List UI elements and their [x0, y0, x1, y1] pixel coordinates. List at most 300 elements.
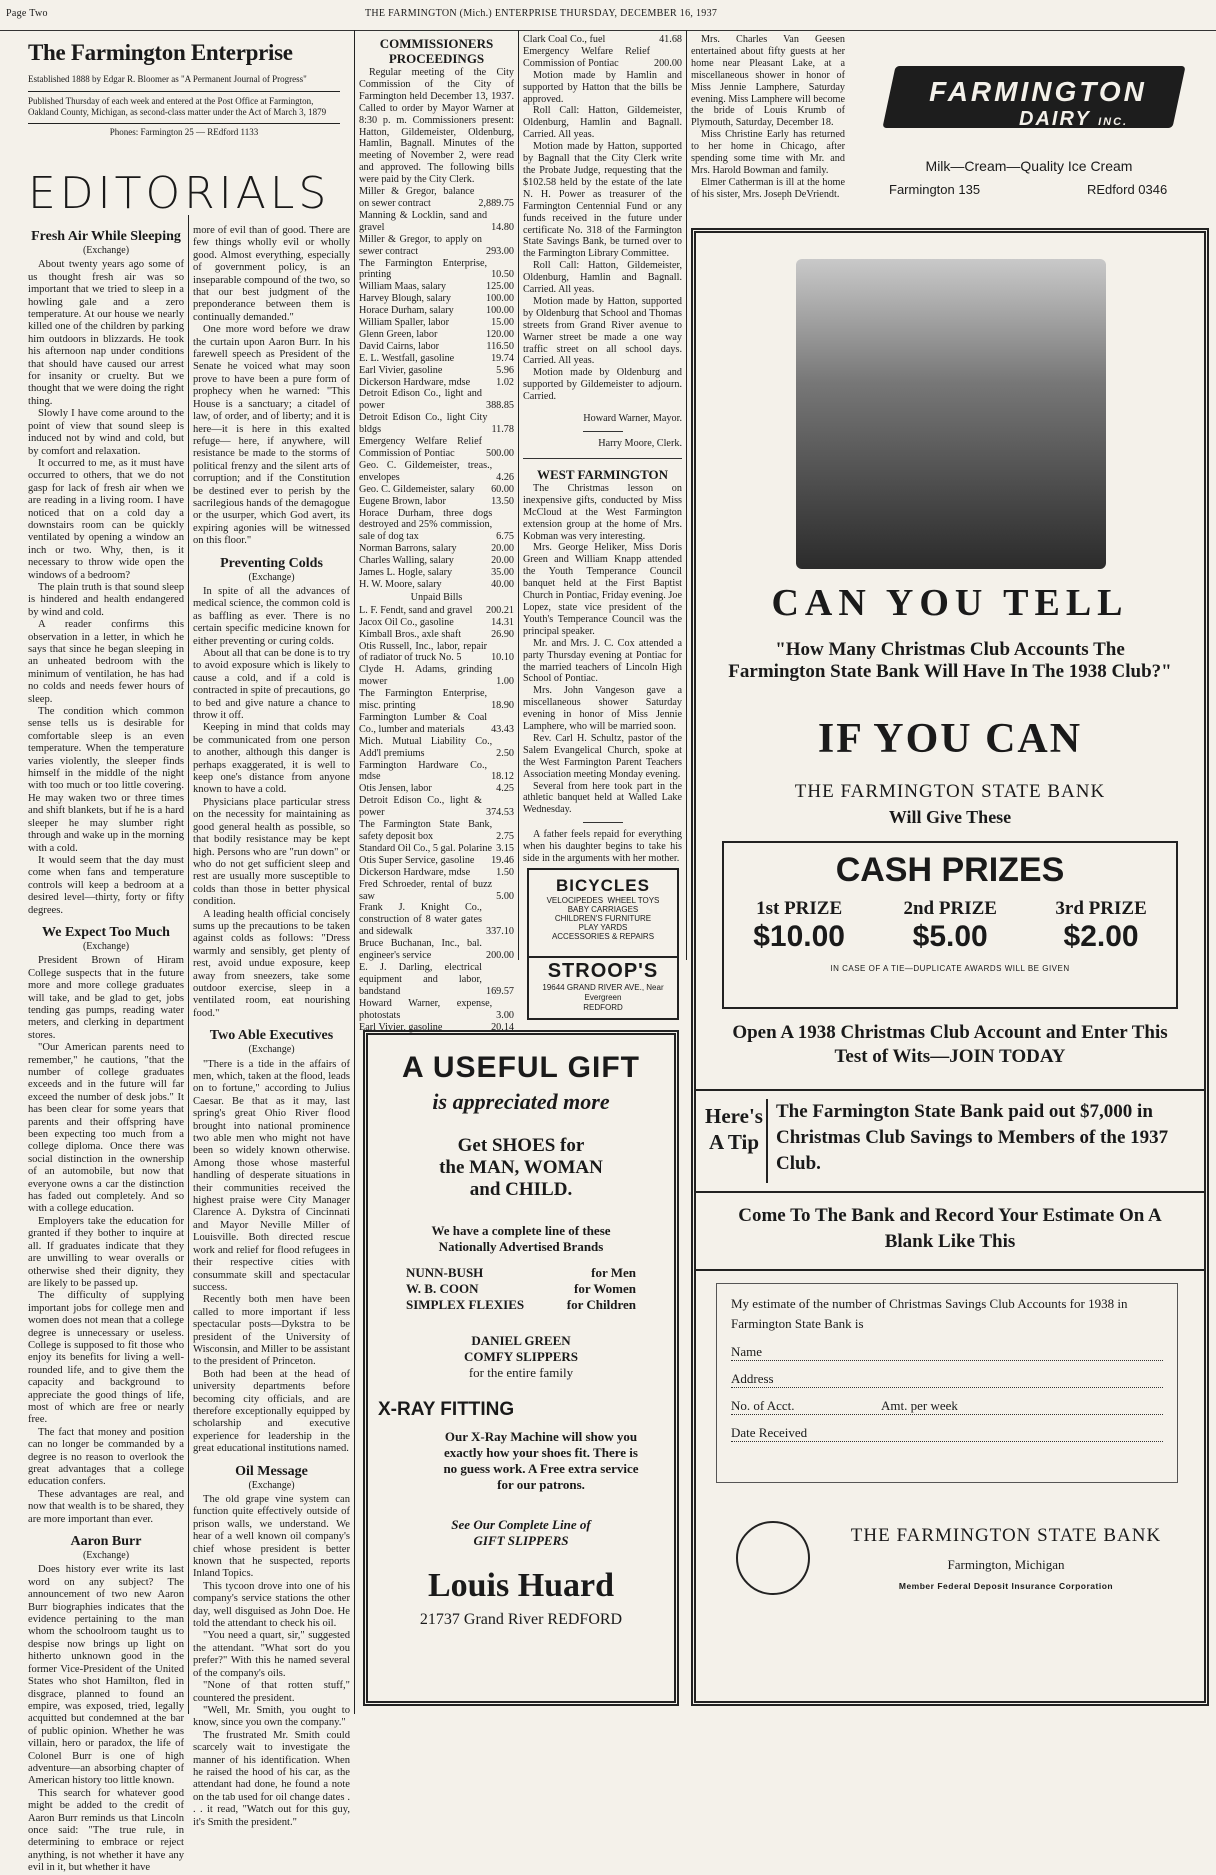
bill-payee: Detroit Edison Co., light & power: [359, 795, 482, 819]
bill-payee: Geo. C. Gildemeister, treas., envelopes: [359, 459, 493, 483]
bill-amount: 15.00: [491, 317, 514, 329]
form-date-line[interactable]: [731, 1415, 1163, 1442]
bill-payee: Earl Vivier, gasoline: [359, 364, 443, 376]
bill-row: [359, 258, 514, 282]
bill-amount: 200.21: [485, 604, 514, 616]
bill-amount: 2.75: [496, 831, 514, 842]
form-label: No. of Acct.: [731, 1398, 795, 1413]
unpaid-bills-list: [359, 605, 514, 1034]
bill-amount: 43.43: [491, 723, 514, 735]
bill-amount: 18.90: [491, 700, 514, 712]
prize-item: [1055, 898, 1146, 954]
bill-row: [359, 641, 514, 665]
column-rule: [686, 30, 687, 960]
bill-amount: 19.74: [491, 352, 514, 364]
brand-audience: for Children: [566, 1297, 636, 1312]
paragraph: Mr. and Mrs. J. C. Cox attended a party Thursday evening at Pontiac for the married teachers of Lincoln High School of Pontiac.: [523, 637, 682, 685]
bill-payee: L. F. Fendt, sand and gravel: [359, 604, 473, 616]
column-3: [359, 34, 514, 1033]
bill-row: [359, 760, 514, 784]
masthead-title: The Farmington Enterprise: [28, 40, 293, 65]
bill-row: [359, 496, 514, 508]
bill-amount: 120.00: [485, 328, 514, 340]
bill-payee: Dickerson Hardware, mdse: [359, 866, 471, 878]
dairy-word: DAIRY: [1019, 108, 1091, 130]
page-label: Page Two: [6, 8, 48, 19]
bill-payee: Clyde H. Adams, grinding mower: [359, 664, 493, 688]
headline-two-executives: Two Able Executives: [209, 1028, 334, 1044]
established-line: Established 1888 by Edgar R. Bloomer as "A Permanent Journal of Progress": [28, 74, 307, 84]
dairy-phone-1: Farmington 135: [889, 182, 981, 197]
paragraph: Motion made by Oldenburg and supported by Gildemeister to adjourn. Carried.: [523, 367, 682, 403]
prize-label: 1st PRIZE: [756, 898, 843, 919]
byline: (Exchange): [82, 940, 130, 952]
bill-amount: 19.46: [491, 854, 514, 866]
bill-payee: The Farmington State Bank, safety deposit box: [359, 819, 493, 842]
huard-see: See Our Complete Line of GIFT SLIPPERS: [451, 1517, 591, 1548]
paragraph: These advantages are real, and now that wealth is to be shared, they are more important than ever.: [28, 1488, 184, 1525]
two-men-photo: [796, 259, 1106, 569]
bill-payee: Otis Jensen, labor: [359, 783, 432, 795]
ad-line: PLAY YARDS: [578, 923, 628, 932]
bill-amount: 5.00: [496, 890, 514, 902]
brand-row: [406, 1297, 636, 1313]
bill-payee: Kimball Bros., axle shaft: [359, 628, 462, 640]
byline: (Exchange): [248, 1044, 295, 1056]
bill-row: [359, 508, 514, 544]
stroops-address: 19644 GRAND RIVER AVE., Near Evergreen: [542, 983, 664, 1002]
brand-name: NUNN-BUSH: [406, 1265, 484, 1280]
headline-aaron-burr: Aaron Burr: [70, 1534, 142, 1550]
paragraph: The fact that money and position can no longer be commanded by a degree is no reason to overlook the great advantages that a college education confers.: [28, 1426, 184, 1488]
ad-line: BICYCLES: [556, 876, 650, 895]
dairy-name: FARMINGTON: [929, 76, 1147, 107]
bill-amount: 14.31: [491, 616, 514, 628]
bill-row: [359, 867, 514, 879]
huard-slippers: DANIEL GREEN: [471, 1333, 571, 1348]
bill-payee: Detroit Edison Co., light and power: [359, 388, 482, 412]
bill-payee: Eugene Brown, labor: [359, 495, 446, 507]
huard-sub: is appreciated more: [432, 1089, 610, 1114]
paragraph: About twenty years ago some of us thought fresh air was so important that we tried to sleep in a howling gale and a zero temperature. At our house we nearly killed one of the children by parking him outdoors in blizzards. He took his afternoon nap under conditions that should have caused our arrest for insanity or cruelty. But we thought that we were doing the right thing.: [28, 259, 184, 407]
bill-row: [359, 579, 514, 591]
paragraph: The old grape vine system can function quite effectively outside of prison walls, we understand. We hear of a well known oil company's chief whose president is better known that he suspected, reports Inland Topics.: [193, 1494, 350, 1580]
bill-amount: 2.50: [496, 747, 514, 759]
headline-expect-too-much: We Expect Too Much: [42, 924, 170, 940]
estimate-form: [716, 1283, 1178, 1483]
paragraph: Does history ever write its last word on any subject? The announcement of two new Aaron Burr biographies indicates that the evidence pertaining to the man whom the schoolroom taught us to despise now brings up light on hitherto unknown good in the former Vice-President of the United States who shot Hamilton, fled in disgrace, planned to found an empire, was exposed, tried, legally acquitted but condemned at the bar of public opinion. Whether he was villain, hero or paradox, the life of Colonel Burr is one of high adventure—an absorbing chapter of American history too little known.: [28, 1564, 184, 1787]
bill-row: [359, 629, 514, 641]
paragraph: Physicians place particular stress on the necessity for maintaining as good general health as possible, so that bodily resistance may be kept high. Persons who are "run down" or who do not get sufficient sleep and rest are usually more susceptible to colds than those in better physical condition.: [193, 796, 350, 908]
paragraph: Mrs. John Vangeson gave a miscellaneous shower Saturday evening in honor of Miss Jennie Lamphere, who will be married soon.: [523, 685, 682, 733]
form-label: Date Received: [731, 1425, 808, 1440]
bill-payee: Standard Oil Co., 5 gal. Polarine: [359, 842, 492, 854]
bill-payee: The Farmington Enterprise, printing: [359, 257, 488, 281]
tip-label: Here's A Tip: [705, 1104, 763, 1154]
bill-payee: Emergency Welfare Relief Commission of Pontiac: [359, 436, 482, 459]
paragraph: Mrs. Charles Van Geesen entertained about fifty guests at her home near Pleasant Lake, at a miscellaneous shower in honor of Miss Jennie Lamphere, Saturday evening. Miss Lamphere will become the bride of Louis Krumb of Plymouth, Saturday, December 18.: [691, 34, 845, 129]
prize-row: [724, 898, 1176, 954]
paragraph: One more word before we draw the curtain upon Aaron Burr. In his farewell speech as President of the Senate he voiced what may soon prove to have been a pure form of prophecy when he warned: "This House is a sanctuary; a citadel of law, of order, and of liberty; and it is here—it is here in this exalted refuge— here, if anywhere, will resistance be made to the storms of political frenzy and the silent arts of corruption; and if the Constitution be destined ever to perish by the sacrilegious hands of the demagogue or the usurper, which God avert, its expiring agonies will be witnessed on this floor.": [193, 324, 350, 547]
open-account: Open A 1938 Christmas Club Account and Enter This Test of Wits—JOIN TODAY: [732, 1022, 1168, 1067]
brand-audience: for Men: [591, 1265, 636, 1280]
bill-row: [359, 819, 514, 843]
bill-payee: Detroit Edison Co., light City bldgs: [359, 412, 488, 436]
paragraph: Mrs. George Heliker, Miss Doris Green and William Knapp attended the Youth Temperance Council banquet held at the First Baptist Church in Pontiac, Friday evening. Joe Lopez, state vice president of the Youth's Temperance Council was the principal speaker.: [523, 542, 682, 637]
bill-row: [359, 783, 514, 795]
paragraph: In spite of all the advances of medical science, the common cold is as baffling as ever. There is no certain specific medicine known for either preventing or curing colds.: [193, 585, 350, 647]
bill-amount: 125.00: [485, 281, 514, 293]
bill-payee: Fred Schroeder, rental of buzz saw: [359, 878, 493, 902]
headline-fresh-air: Fresh Air While Sleeping: [31, 229, 181, 244]
bill-amount: 5.96: [496, 364, 514, 376]
huard-shoes: Get SHOES for: [457, 1135, 585, 1156]
paragraph: President Brown of Hiram College suspects that in the future more and more college graduates will take, and be glad to get, jobs tending gas pumps, reading water meters, and clerking in department stores.: [28, 955, 184, 1041]
bill-payee: Geo. C. Gildemeister, salary: [359, 483, 475, 495]
headline-proceedings: COMMISSIONERS PROCEEDINGS: [379, 36, 494, 66]
brand-row: [406, 1281, 636, 1297]
byline: (Exchange): [82, 245, 130, 256]
ad-line: VELOCIPEDES: [546, 896, 604, 905]
paragraph: Both had been at the head of university departments before becoming city officials, and are therefore exceptionally equipped by scholarship and executive experience for leadership in the great educational institutions named.: [193, 1368, 350, 1455]
bill-amount: 1.02: [496, 376, 514, 388]
bank-name: THE FARMINGTON STATE BANK: [794, 781, 1106, 802]
paragraph: The difficulty of supplying important jobs for college men and women does not mean that a college degree is unnecessary or useless. College is supposed to fit those who enjoy its benefits for living a well-rounded life, and to give them the capacity and background to appreciate the good things of life, most of which are free or nearly free.: [28, 1290, 184, 1426]
bill-payee: Otis Super Service, gasoline: [359, 854, 475, 866]
bill-payee: Otis Russell, Inc., labor, repair of radiator of truck No. 5: [359, 640, 488, 664]
bill-amount: 4.25: [496, 783, 514, 795]
phones-line: Phones: Farmington 25 — REdford 1133: [109, 127, 259, 137]
bill-row: [359, 617, 514, 629]
if-you-can: IF YOU CAN: [817, 716, 1083, 762]
bills-list: [359, 186, 514, 591]
stroops-ad-name: [527, 958, 679, 1020]
bill-amount: 3.15: [496, 842, 514, 854]
bill-amount: 14.80: [491, 221, 514, 233]
bill-payee: Farmington Lumber & Coal Co., lumber and materials: [359, 711, 488, 735]
bill-amount: 169.57: [485, 985, 514, 997]
bill-amount: 4.26: [496, 471, 514, 483]
brand-name: SIMPLEX FLEXIES: [406, 1297, 525, 1312]
bill-amount: 10.50: [491, 269, 514, 281]
huard-xray: X-RAY FITTING: [378, 1399, 515, 1420]
bill-row: [359, 902, 514, 938]
bill-row: [359, 962, 514, 998]
huard-name: Louis Huard: [427, 1567, 615, 1604]
prize-item: [753, 898, 845, 954]
bill-payee: Harvey Blough, salary: [359, 293, 451, 305]
cash-prizes-box: [722, 841, 1178, 1009]
bill-payee: Dickerson Hardware, mdse: [359, 376, 471, 388]
footer-bank-name: THE FARMINGTON STATE BANK: [850, 1525, 1162, 1546]
huard-ad: [363, 1030, 679, 1706]
bill-row: [359, 795, 514, 819]
dairy-phone-2: REdford 0346: [1087, 182, 1168, 197]
paragraph: Miss Christine Early has returned to her home in Chicago, after spending some time with Mr. and Mrs. Harold Bowman and family.: [691, 129, 845, 176]
bank-ad: [691, 228, 1209, 1706]
bill-amount: 41.68: [659, 34, 682, 45]
prize-amount: $2.00: [1063, 920, 1139, 953]
running-title: THE FARMINGTON (Mich.) ENTERPRISE THURSDAY, DECEMBER 16, 1937: [365, 8, 718, 19]
bill-payee: H. W. Moore, salary: [359, 578, 442, 590]
bill-payee: The Farmington Enterprise, misc. printing: [359, 688, 488, 712]
bill-row: [523, 34, 682, 46]
huard-shoes: and CHILD.: [469, 1179, 573, 1200]
bill-payee: James L. Hogle, salary: [359, 567, 453, 579]
bill-row: [359, 365, 514, 377]
paragraph: The condition which common sense tells us is desirable for comfortable sleep is an even temperature. When the temperature varies violently, the sleeper finds himself in the middle of the night with too much or too little covering. He may waken two or three times and shift blankets, but if he is a hard sleeper he may slumber right through and wake up in the morning with a cold.: [28, 706, 184, 854]
byline: (Exchange): [248, 571, 295, 583]
paragraph: A reader confirms this observation in a letter, in which he says that since he began sleeping in an unheated bedroom with the minimum of ventilation, he has had no colds and needs fewer hours of sleep.: [28, 619, 184, 705]
bill-amount: 374.53: [485, 807, 514, 819]
form-label: Address: [731, 1371, 774, 1386]
bill-amount: 388.85: [485, 400, 514, 412]
prize-item: [903, 898, 996, 954]
form-intro: My estimate of the number of Christmas Savings Club Accounts for 1938 in Farmington State Bank is: [731, 1296, 1128, 1331]
column-5-top: [691, 34, 845, 200]
paragraph: This tycoon drove into one of his company's service stations the other day, well disguised as John Doe. He told the attendant to check his oil.: [193, 1580, 350, 1630]
bill-payee: Earl Vivier, gasoline: [359, 1021, 443, 1033]
bill-payee: Emergency Welfare Relief Commission of Pontiac: [523, 45, 650, 69]
bill-amount: 100.00: [485, 293, 514, 305]
bill-row: [359, 317, 514, 329]
bill-payee: Farmington Hardware Co., mdse: [359, 759, 488, 783]
dairy-name-2: [1019, 108, 1128, 131]
paragraph: Motion made by Hamlin and supported by Hatton that the bills be approved.: [523, 69, 682, 105]
form-label: Amt. per week: [881, 1398, 958, 1413]
column-1: [28, 225, 184, 1874]
dairy-ad: [849, 36, 1209, 208]
bill-row: [359, 460, 514, 484]
column-2: [193, 225, 350, 1828]
will-give: Will Give These: [888, 807, 1012, 827]
bill-amount: 293.00: [485, 245, 514, 257]
bill-row: [359, 329, 514, 341]
headline-west-farmington: WEST FARMINGTON: [536, 466, 669, 482]
bill-payee: E. J. Darling, electrical equipment and labor, bandstand: [359, 961, 482, 997]
paragraph: Slowly I have come around to the point of view that sound sleep is induced not by wind and cold, but by comfort and relaxation.: [28, 408, 184, 457]
paragraph: Several from here took part in the athletic banquet held at Walled Lake Wednesday.: [523, 780, 682, 816]
paragraph: Motion made by Hatton, supported by Oldenburg that School and Thomas streets from Grand River avenue to Warner street be made a one way traffic street on all school days. Carried. All yeas.: [523, 295, 682, 367]
huard-brands-intro: We have a complete line of these Nationally Advertised Brands: [431, 1223, 611, 1254]
bill-payee: Manning & Locklin, sand and gravel: [359, 209, 488, 233]
bill-amount: 20.00: [491, 543, 514, 555]
bill-amount: 20.14: [491, 1021, 514, 1033]
byline: (Exchange): [82, 1550, 130, 1562]
paragraph: "Well, Mr. Smith, you ought to know, since you own the company.": [193, 1704, 350, 1729]
bill-row: [359, 998, 514, 1022]
bill-amount: 200.00: [485, 950, 514, 962]
huard-slippers: for the entire family: [468, 1365, 574, 1380]
bill-row: [359, 855, 514, 867]
column-rule: [518, 30, 519, 960]
bill-amount: 20.00: [491, 555, 514, 567]
paragraph: About all that can be done is to try to avoid exposure which is likely to cause a cold, and if a cold is contracted in spite of precautions, go to bed and give nature a chance to throw it off.: [193, 648, 350, 722]
bill-row: [359, 281, 514, 293]
stroops-city: REDFORD: [583, 1003, 623, 1012]
bill-payee: Frank J. Knight Co., construction of 8 water gates and sidewalk: [359, 902, 482, 938]
bill-amount: 100.00: [485, 305, 514, 317]
paragraph: Recently both men have been called to more important if less spectacular posts—Dykstra to be president of the University of Wisconsin, and Miller to be assistant to the president of Princeton.: [193, 1294, 350, 1368]
column-4: [523, 34, 682, 894]
bills-list: [523, 34, 682, 70]
bill-payee: Miller & Gregor, to apply on sewer contract: [359, 233, 482, 257]
running-header: [0, 0, 1216, 31]
bill-payee: Norman Barrons, salary: [359, 543, 457, 555]
bill-payee: Glenn Green, labor: [359, 328, 438, 340]
paragraph: Roll Call: Hatton, Gildemeister, Oldenburg, Hamlin and Bagnall. Carried. All yeas.: [523, 260, 682, 296]
huard-address: 21737 Grand River REDFORD: [419, 1611, 623, 1628]
bill-payee: E. L. Westfall, gasoline: [359, 352, 455, 364]
brand-audience: for Women: [574, 1281, 636, 1296]
ad-line: ACCESSORIES & REPAIRS: [551, 932, 655, 941]
bill-row: [359, 388, 514, 412]
masthead: [28, 40, 340, 138]
ad-line: BABY CARRIAGES: [567, 905, 639, 914]
paragraph: "Our American parents need to remember," he cautions, "that the number of college graduates exceeds and in the future will far exceed the number of desk jobs." It has been clear for some years that parents and their offspring have been expecting too much from a college diploma. Once there was social distinction in the ownership of an automobile, but now that everyone owns a car the distinction has faded out completely. And so with a college education.: [28, 1042, 184, 1215]
form-name-line[interactable]: [731, 1334, 1163, 1361]
bill-amount: 40.00: [491, 578, 514, 590]
tip-text: The Farmington State Bank paid out $7,000 in Christmas Club Savings to Members of the 1937 Club.: [776, 1101, 1169, 1174]
bill-amount: 116.50: [486, 340, 514, 352]
bill-row: [359, 353, 514, 365]
fdic-seal-icon: [736, 1521, 810, 1595]
paragraph: This search for whatever good might be added to the credit of Aaron Burr reminds us that Lincoln once said: "The true rule, in determining to embrace or reject anything, is not whether it have any evil in it, but whether it have: [28, 1787, 184, 1874]
paragraph: Motion made by Hatton, supported by Bagnall that the City Clerk write the Probate Judge, requesting that the $102.58 held by the estate of the late N. H. Power as treasurer of the Farmington Centennial Fund or any funds received in the future under certificate No. 318 of the Farmington State Savings Bank, be turned over to the Farmington Library Committee.: [523, 141, 682, 260]
bill-row: [359, 688, 514, 712]
mayor-signature: Howard Warner, Mayor.: [583, 413, 682, 425]
form-address-line[interactable]: [731, 1361, 1163, 1388]
editorials-heading: EDITORIALS: [28, 168, 331, 219]
bill-payee: Horace Durham, three dogs destroyed and 25% commission, sale of dog tax: [359, 507, 493, 543]
bill-amount: 337.10: [485, 926, 514, 938]
bill-row: [359, 305, 514, 317]
huard-brand-list: [406, 1265, 636, 1313]
paragraph: "None of that rotten stuff," countered the president.: [193, 1680, 350, 1704]
huard-xray-text: Our X-Ray Machine will show you exactly how your shoes fit. There is no guess work. A Free extra service for our patrons.: [443, 1429, 639, 1492]
bill-payee: William Spaller, labor: [359, 317, 449, 329]
paragraph: It would seem that the day must come when fans and temperature controls will keep a bedroom at a desired level—thirty, forty or fifty degrees.: [28, 854, 184, 916]
bill-amount: 1.50: [496, 866, 514, 878]
form-acct-line[interactable]: [731, 1388, 1163, 1415]
paragraph: Keeping in mind that colds may be communicated from one person to another, although this danger is perhaps exaggerated, it is well to keep one's distance from anyone known to have a cold.: [193, 722, 350, 796]
bill-amount: 500.00: [485, 448, 514, 459]
paragraph: The Christmas lesson on inexpensive gifts, conducted by Miss McCloud at the West Farmington extension group at the home of Mrs. Kobman was very interesting.: [523, 482, 682, 542]
bill-row: [359, 436, 514, 460]
bill-payee: Charles Walling, salary: [359, 555, 454, 567]
prize-label: 2nd PRIZE: [903, 898, 997, 919]
bill-amount: 13.50: [491, 495, 514, 507]
bill-row: [523, 46, 682, 70]
bill-payee: David Cairns, labor: [359, 340, 440, 352]
bill-amount: 3.00: [496, 1009, 514, 1021]
clerk-signature: Harry Moore, Clerk.: [598, 438, 682, 449]
paragraph: Regular meeting of the City Commission of the City of Farmington held December 13, 1937. Called to order by Mayor Warner at 8:30 p. m. Commissioners present: Hatton, Gildemeister, Oldenburg, Hamlin, Bagnall. Minutes of the meeting of November 2, were read and approved. The following bills were paid by the City Clerk.: [359, 67, 514, 186]
bill-amount: 200.00: [653, 57, 682, 69]
form-label: Name: [731, 1344, 763, 1359]
footer-city: Farmington, Michigan: [947, 1557, 1065, 1572]
dairy-products: Milk—Cream—Quality Ice Cream: [925, 158, 1133, 174]
bill-amount: 18.12: [491, 771, 514, 783]
bill-row: [359, 543, 514, 555]
huard-slippers: COMFY SLIPPERS: [464, 1349, 578, 1364]
paragraph: Rev. Carl H. Schultz, pastor of the Salem Evangelical Church, spoke at the West Farmington Parent Teachers Association meeting Monday evening.: [523, 732, 682, 780]
brand-name: W. B. COON: [406, 1281, 479, 1296]
bill-amount: 6.75: [496, 531, 514, 543]
brand-row: [406, 1265, 636, 1281]
column-rule: [188, 215, 189, 1714]
bill-payee: Clark Coal Co., fuel: [523, 34, 606, 45]
ad-line: CHILDREN'S FURNITURE: [554, 914, 652, 923]
byline: (Exchange): [248, 1479, 295, 1491]
column-rule: [354, 30, 355, 1714]
bill-amount: 2,889.75: [478, 197, 514, 209]
bill-row: [359, 377, 514, 389]
paragraph: "You need a quart, sir," suggested the attendant. "What sort do you prefer?" With this he named several of the company's oils.: [193, 1630, 350, 1679]
huard-shoes: the MAN, WOMAN: [439, 1157, 603, 1178]
bill-amount: 26.90: [491, 628, 514, 640]
bill-row: [359, 341, 514, 353]
bill-row: [359, 938, 514, 962]
bill-row: [359, 484, 514, 496]
paragraph: Elmer Catherman is ill at the home of his sister, Mrs. Joseph DeVriendt.: [691, 176, 845, 200]
unpaid-label: Unpaid Bills: [410, 591, 463, 603]
bill-payee: Horace Durham, salary: [359, 305, 454, 317]
paragraph: more of evil than of good. There are few things wholly evil or wholly good. Almost everything, especially of government policy, is an inseparable compound of the two, so that our best judgment of the preponderance between them is continually demanded.": [193, 225, 350, 323]
ad-line: WHEEL TOYS: [607, 896, 660, 905]
huard-headline: A USEFUL GIFT: [402, 1051, 640, 1084]
bill-amount: 35.00: [491, 567, 514, 579]
cash-prizes-heading: CASH PRIZES: [835, 851, 1065, 889]
come-to-bank: Come To The Bank and Record Your Estimate On A Blank Like This: [738, 1205, 1162, 1252]
bill-row: [359, 412, 514, 436]
stroops-name: STROOP'S: [547, 960, 659, 982]
bill-row: [359, 555, 514, 567]
prize-label: 3rd PRIZE: [1055, 898, 1147, 919]
published-line: Published Thursday of each week and entered at the Post Office at Farmington, Oakland County, Michigan, as second-class matter under the Act of March 3, 1879: [28, 96, 327, 117]
headline-preventing-colds: Preventing Colds: [220, 555, 323, 571]
prize-amount: $10.00: [753, 920, 845, 953]
bill-payee: Bruce Buchanan, Inc., bal. engineer's service: [359, 938, 482, 962]
bill-row: [359, 664, 514, 688]
paragraph: A father feels repaid for everything when his daughter begins to take his side in the arguments with her mother.: [523, 829, 682, 865]
bank-headline: CAN YOU TELL: [771, 582, 1129, 624]
bill-amount: 10.10: [491, 652, 514, 664]
footer-fdic: Member Federal Deposit Insurance Corporation: [898, 1581, 1114, 1591]
bill-row: [359, 186, 514, 210]
bill-amount: 60.00: [491, 483, 514, 495]
bill-row: [359, 210, 514, 234]
bill-row: [359, 605, 514, 617]
paragraph: Employers take the education for granted if they bother to inquire at all. If graduates indicate that they are unwilling to wear overalls or otherwise shed their dignity, they are likely to be passed up.: [28, 1215, 184, 1289]
bill-row: [359, 567, 514, 579]
paragraph: A leading health official concisely sums up the precautions to be taken against colds as follows: "Dress warmly and sensibly, get plenty of rest, avoid undue exposure, keep away from sneezers, take some outdoor exercise, sleep in a ventilated room, eat nourishing food.": [193, 908, 350, 1019]
bill-amount: 1.00: [496, 676, 514, 688]
stroops-ad: [527, 868, 679, 958]
paragraph: The frustrated Mr. Smith could scarcely wait to investigate the manner of his identification. When he raised the hood of his car, as the attendant had done, he found a note on the tab used for oil change dates . . . it read, "Watch out for this guy, it's Smith the president.": [193, 1729, 350, 1828]
bill-payee: Jacox Oil Co., gasoline: [359, 616, 454, 628]
bill-row: [359, 293, 514, 305]
bill-row: [359, 736, 514, 760]
bill-row: [359, 712, 514, 736]
prize-amount: $5.00: [912, 920, 988, 953]
bill-payee: William Maas, salary: [359, 281, 447, 293]
paragraph: Roll Call: Hatton, Gildemeister, Oldenburg, Hamlin and Bagnall. Carried. All yeas.: [523, 105, 682, 141]
bill-row: [359, 234, 514, 258]
paragraph: It occurred to me, as it must have occurred to others, that we do not gasp for lack of fresh air when we are reading in a living room. I have noticed that on a cold day a downstairs room can be quickly ventilated by opening a window an inch or two. Why, then, is it necessary to throw wide open the windows of a bedroom?: [28, 457, 184, 581]
tie-note: IN CASE OF A TIE—DUPLICATE AWARDS WILL BE GIVEN: [830, 964, 1070, 973]
bill-payee: Miller & Gregor, balance on sewer contract: [359, 186, 475, 209]
